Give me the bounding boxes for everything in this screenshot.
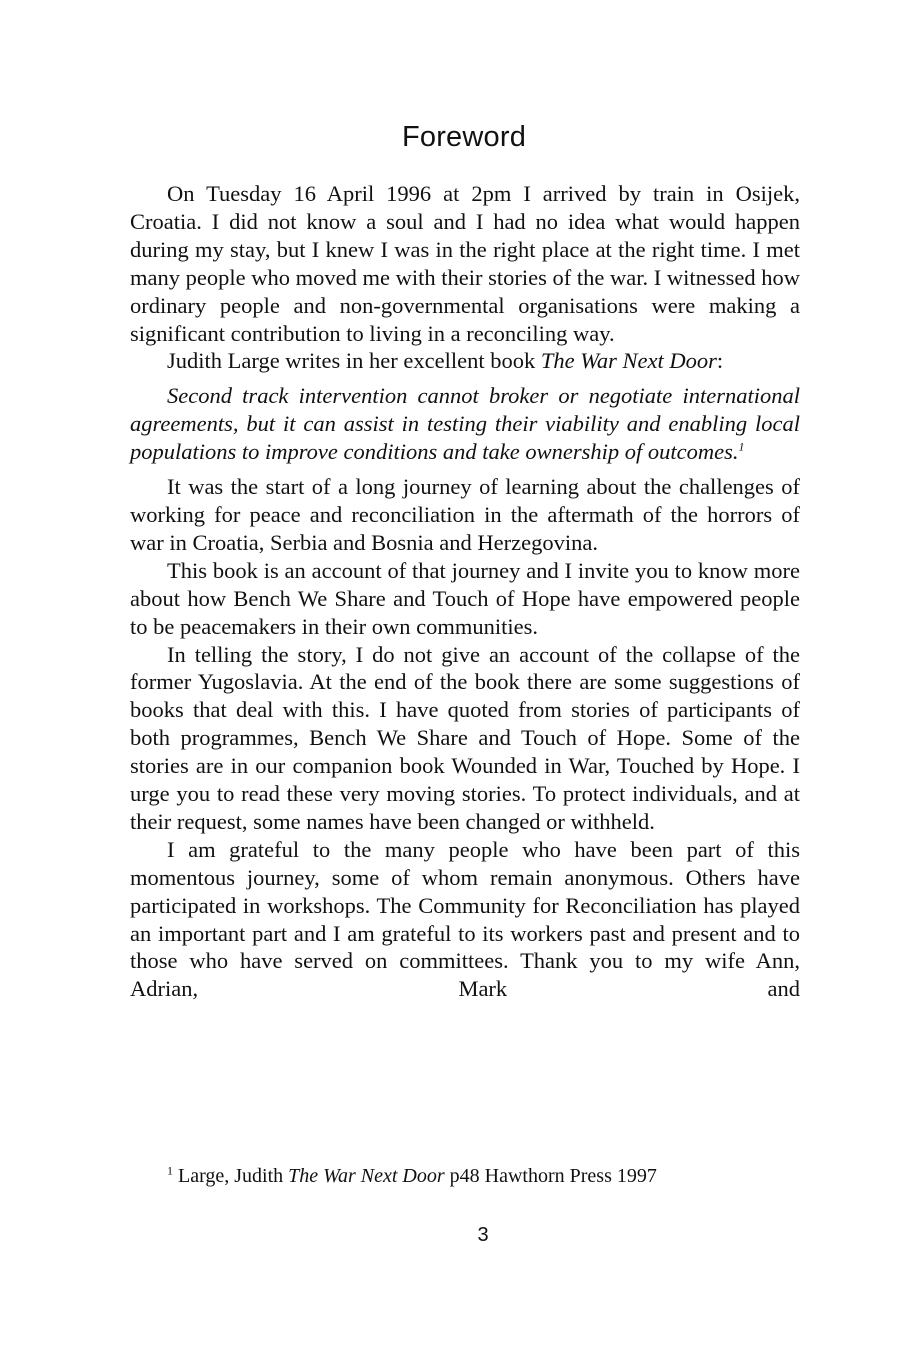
- paragraph: [130, 347, 800, 375]
- paragraph-text: In telling the story, I do not give an account of the collapse of the former Yugoslavia. At the end of the book there are some suggestions of books that deal with this. I have quoted from stories of participants of both programmes, Bench We Share and Touch of Hope. Some of the stories are in our companion book Wounded in War, Touched by Hope. I urge you to read these very moving stories. To protect individuals, and at their request, some names have been changed or withheld.: [130, 641, 800, 834]
- paragraph: [130, 180, 800, 347]
- paragraph: [130, 836, 800, 1003]
- paragraph: [130, 641, 800, 836]
- paragraph-text: Judith Large writes in her excellent book: [167, 348, 541, 374]
- paragraph-text: On Tuesday 16 April 1996 at 2pm I arrived by train in Osijek, Croatia. I did not know a soul and I had no idea what would happen during my stay, but I knew I was in the right place at the right time. I met many people who moved me with their stories of the war. I witnessed how ordinary people and non-governmental organisations were making a significant contribution to living in a reconciling way.: [130, 181, 800, 346]
- paragraph-text: This book is an account of that journey and I invite you to know more about how Bench We Share and Touch of Hope have empowered people to be peacemakers in their own communities.: [130, 557, 800, 639]
- paragraph-text: It was the start of a long journey of learning about the challenges of working for peace and reconciliation in the aftermath of the horrors of war in Croatia, Serbia and Bosnia and Herzegovina.: [130, 474, 800, 555]
- paragraph: [130, 557, 800, 641]
- paragraph-text: I am grateful to the many people who have been part of this momentous journey, some of whom remain anonymous. Others have participated in workshops. The Community for Reconciliation has played an important part and I am grateful to its workers past and present and to those who have served on committees. Thank you to my wife Ann, Adrian, Mark and: [130, 836, 800, 1002]
- paragraph: [130, 473, 800, 557]
- footnote-text: p48 Hawthorn Press 1997: [444, 1165, 657, 1187]
- footnote: [167, 1163, 807, 1189]
- page-title: Foreword: [401, 121, 527, 153]
- body-text: [130, 180, 800, 1003]
- page-number: 3: [477, 1224, 489, 1246]
- quote-text: Second track intervention cannot broker or negotiate international agreements, but it can assist in testing their viability and enabling local populations to improve conditions and take ownership of outcomes.: [130, 383, 800, 465]
- block-quote: [130, 382, 800, 466]
- footnote-reference: 1: [738, 439, 745, 454]
- paragraph-text: :: [716, 348, 724, 374]
- footnote-number: 1: [167, 1163, 173, 1178]
- footnote-text: Large, Judith: [173, 1165, 289, 1187]
- book-title: The War Next Door: [540, 348, 717, 374]
- footnote-book-title: The War Next Door: [288, 1165, 445, 1187]
